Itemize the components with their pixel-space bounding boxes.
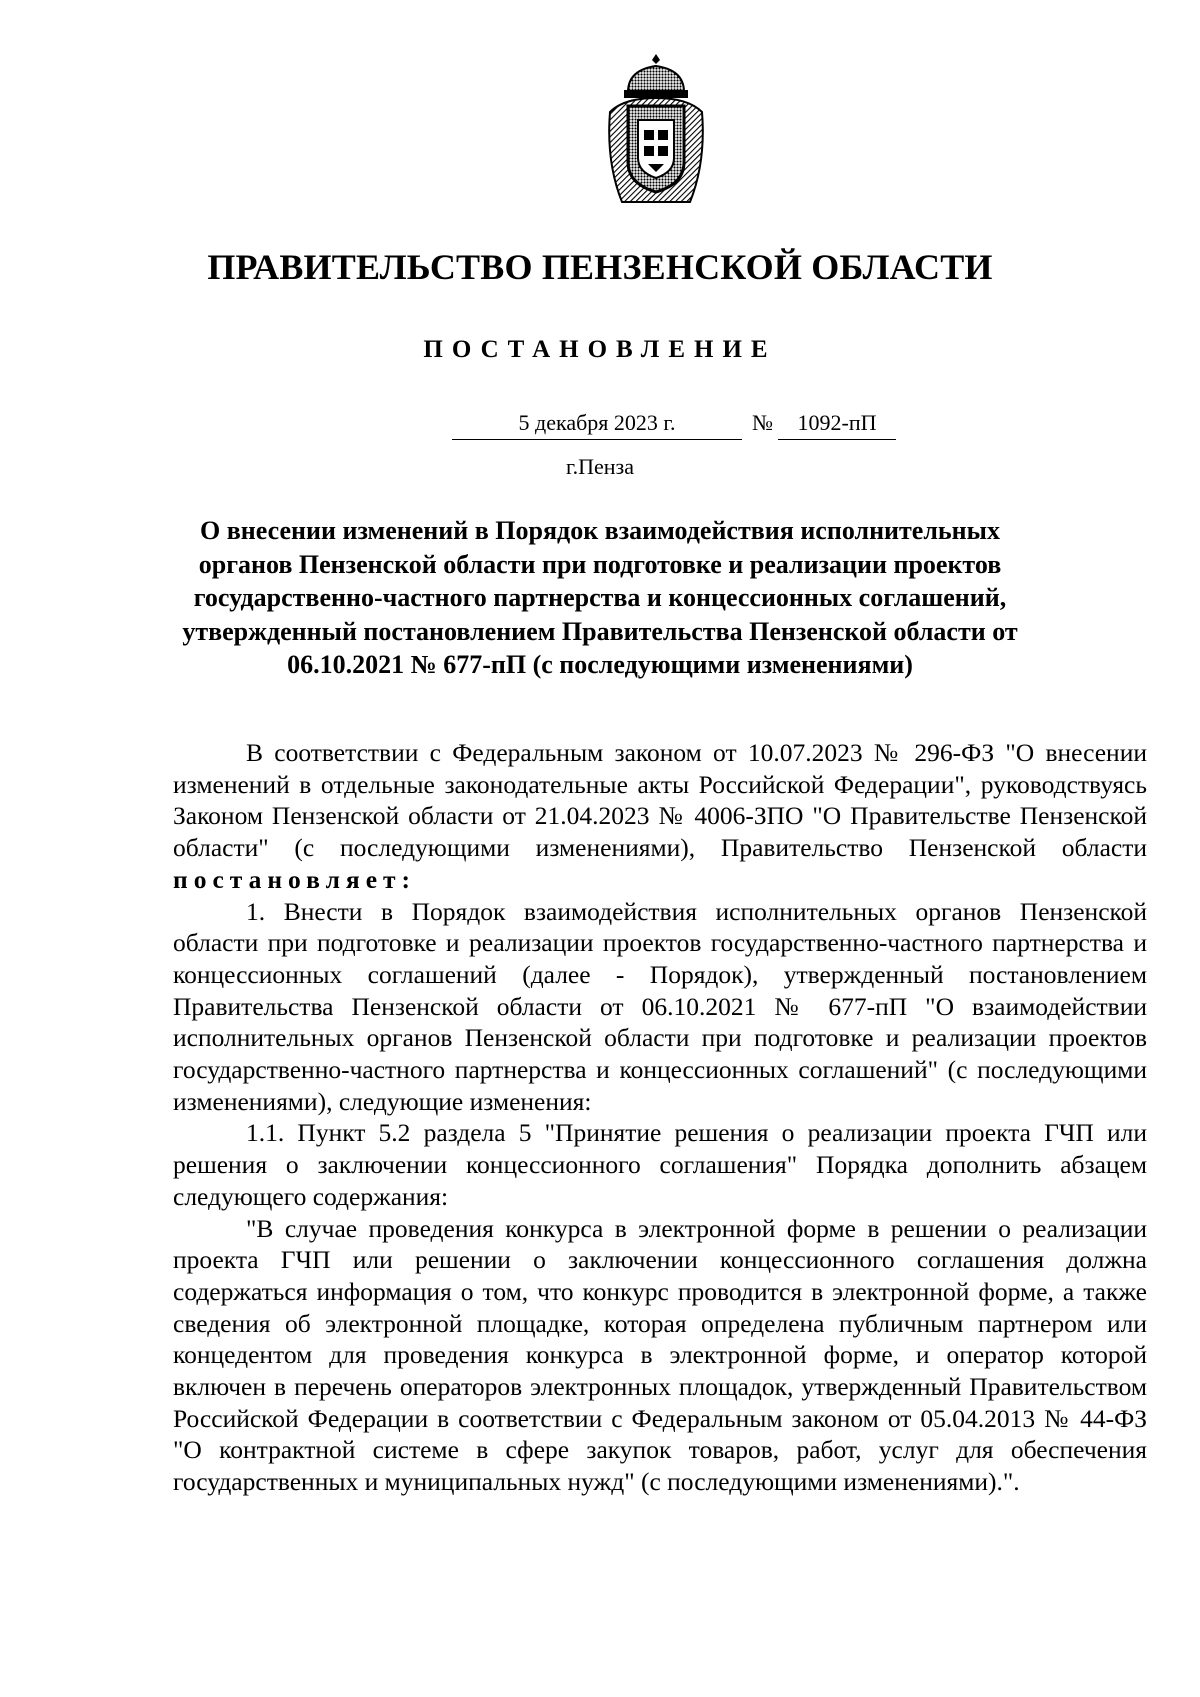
item-1-1-paragraph: 1.1. Пункт 5.2 раздела 5 "Принятие решения о реализации проекта ГЧП или решения о заключении концессионного соглашения" Порядка дополнить абзацем следующего содержания: — [173, 1118, 1147, 1211]
document-subject: О внесении изменений в Порядок взаимодействия исполнительных органов Пензенской области при подготовке и реализации проектов государственно-частного партнерства и концессионных соглашений, утвержденный постановлением Правительства Пензенской области от 06.10.2021 № 677-пП (с последующими изменениями) — [182, 516, 1018, 679]
quoted-paragraph: "В случае проведения конкурса в электронной форме в решении о реализации проекта ГЧП или решении о заключении концессионного соглашения должна содержаться информация о том, что конкурс проводится в электронной форме, а также сведения об электронной площадке, которая определена публичным партнером или концедентом для проведения конкурса в электронной форме, и оператор которой включен в перечень операторов электронных площадок, утвержденный Правительством Российской Федерации в соответствии с Федеральным законом от 05.04.2013 № 44-ФЗ "О контрактной системе в сфере закупок товаров, работ, услуг для обеспечения государственных и муниципальных нужд" (с последующими изменениями).". — [173, 1213, 1147, 1497]
number-sign: № — [752, 410, 773, 435]
document-meta — [0, 410, 1200, 444]
document-city: г.Пенза — [566, 454, 634, 479]
resolves-word: постановляет: — [173, 864, 417, 894]
preamble-text: В соответствии с Федеральным законом от 10.07.2023 № 296-ФЗ "О внесении изменений в отдельные законодательные акты Российской Федерации", руководствуясь Законом Пензенской области от 21.04.2023 № 4006-ЗПО "О Правительстве Пензенской области" (с последующими изменениями), Правительство Пензенской области — [173, 738, 1147, 863]
preamble-paragraph — [173, 737, 1147, 896]
document-date: 5 декабря 2023 г. — [452, 410, 742, 440]
document-number: 1092-пП — [778, 410, 896, 440]
item-1-paragraph: 1. Внести в Порядок взаимодействия исполнительных органов Пензенской области при подготовке и реализации проектов государственно-частного партнерства и концессионных соглашений (далее - Порядок), утвержденный постановлением Правительства Пензенской области от 06.10.2021 № 677-пП "О взаимодействии исполнительных органов Пензенской области при подготовке и реализации проектов государственно-частного партнерства и концессионных соглашений" (с последующими изменениями), следующие изменения: — [173, 896, 1147, 1116]
document-type: ПОСТАНОВЛЕНИЕ — [423, 336, 777, 363]
coat-of-arms-icon — [598, 52, 714, 204]
organization-title: ПРАВИТЕЛЬСТВО ПЕНЗЕНСКОЙ ОБЛАСТИ — [207, 247, 993, 287]
document-body — [173, 737, 1147, 1498]
